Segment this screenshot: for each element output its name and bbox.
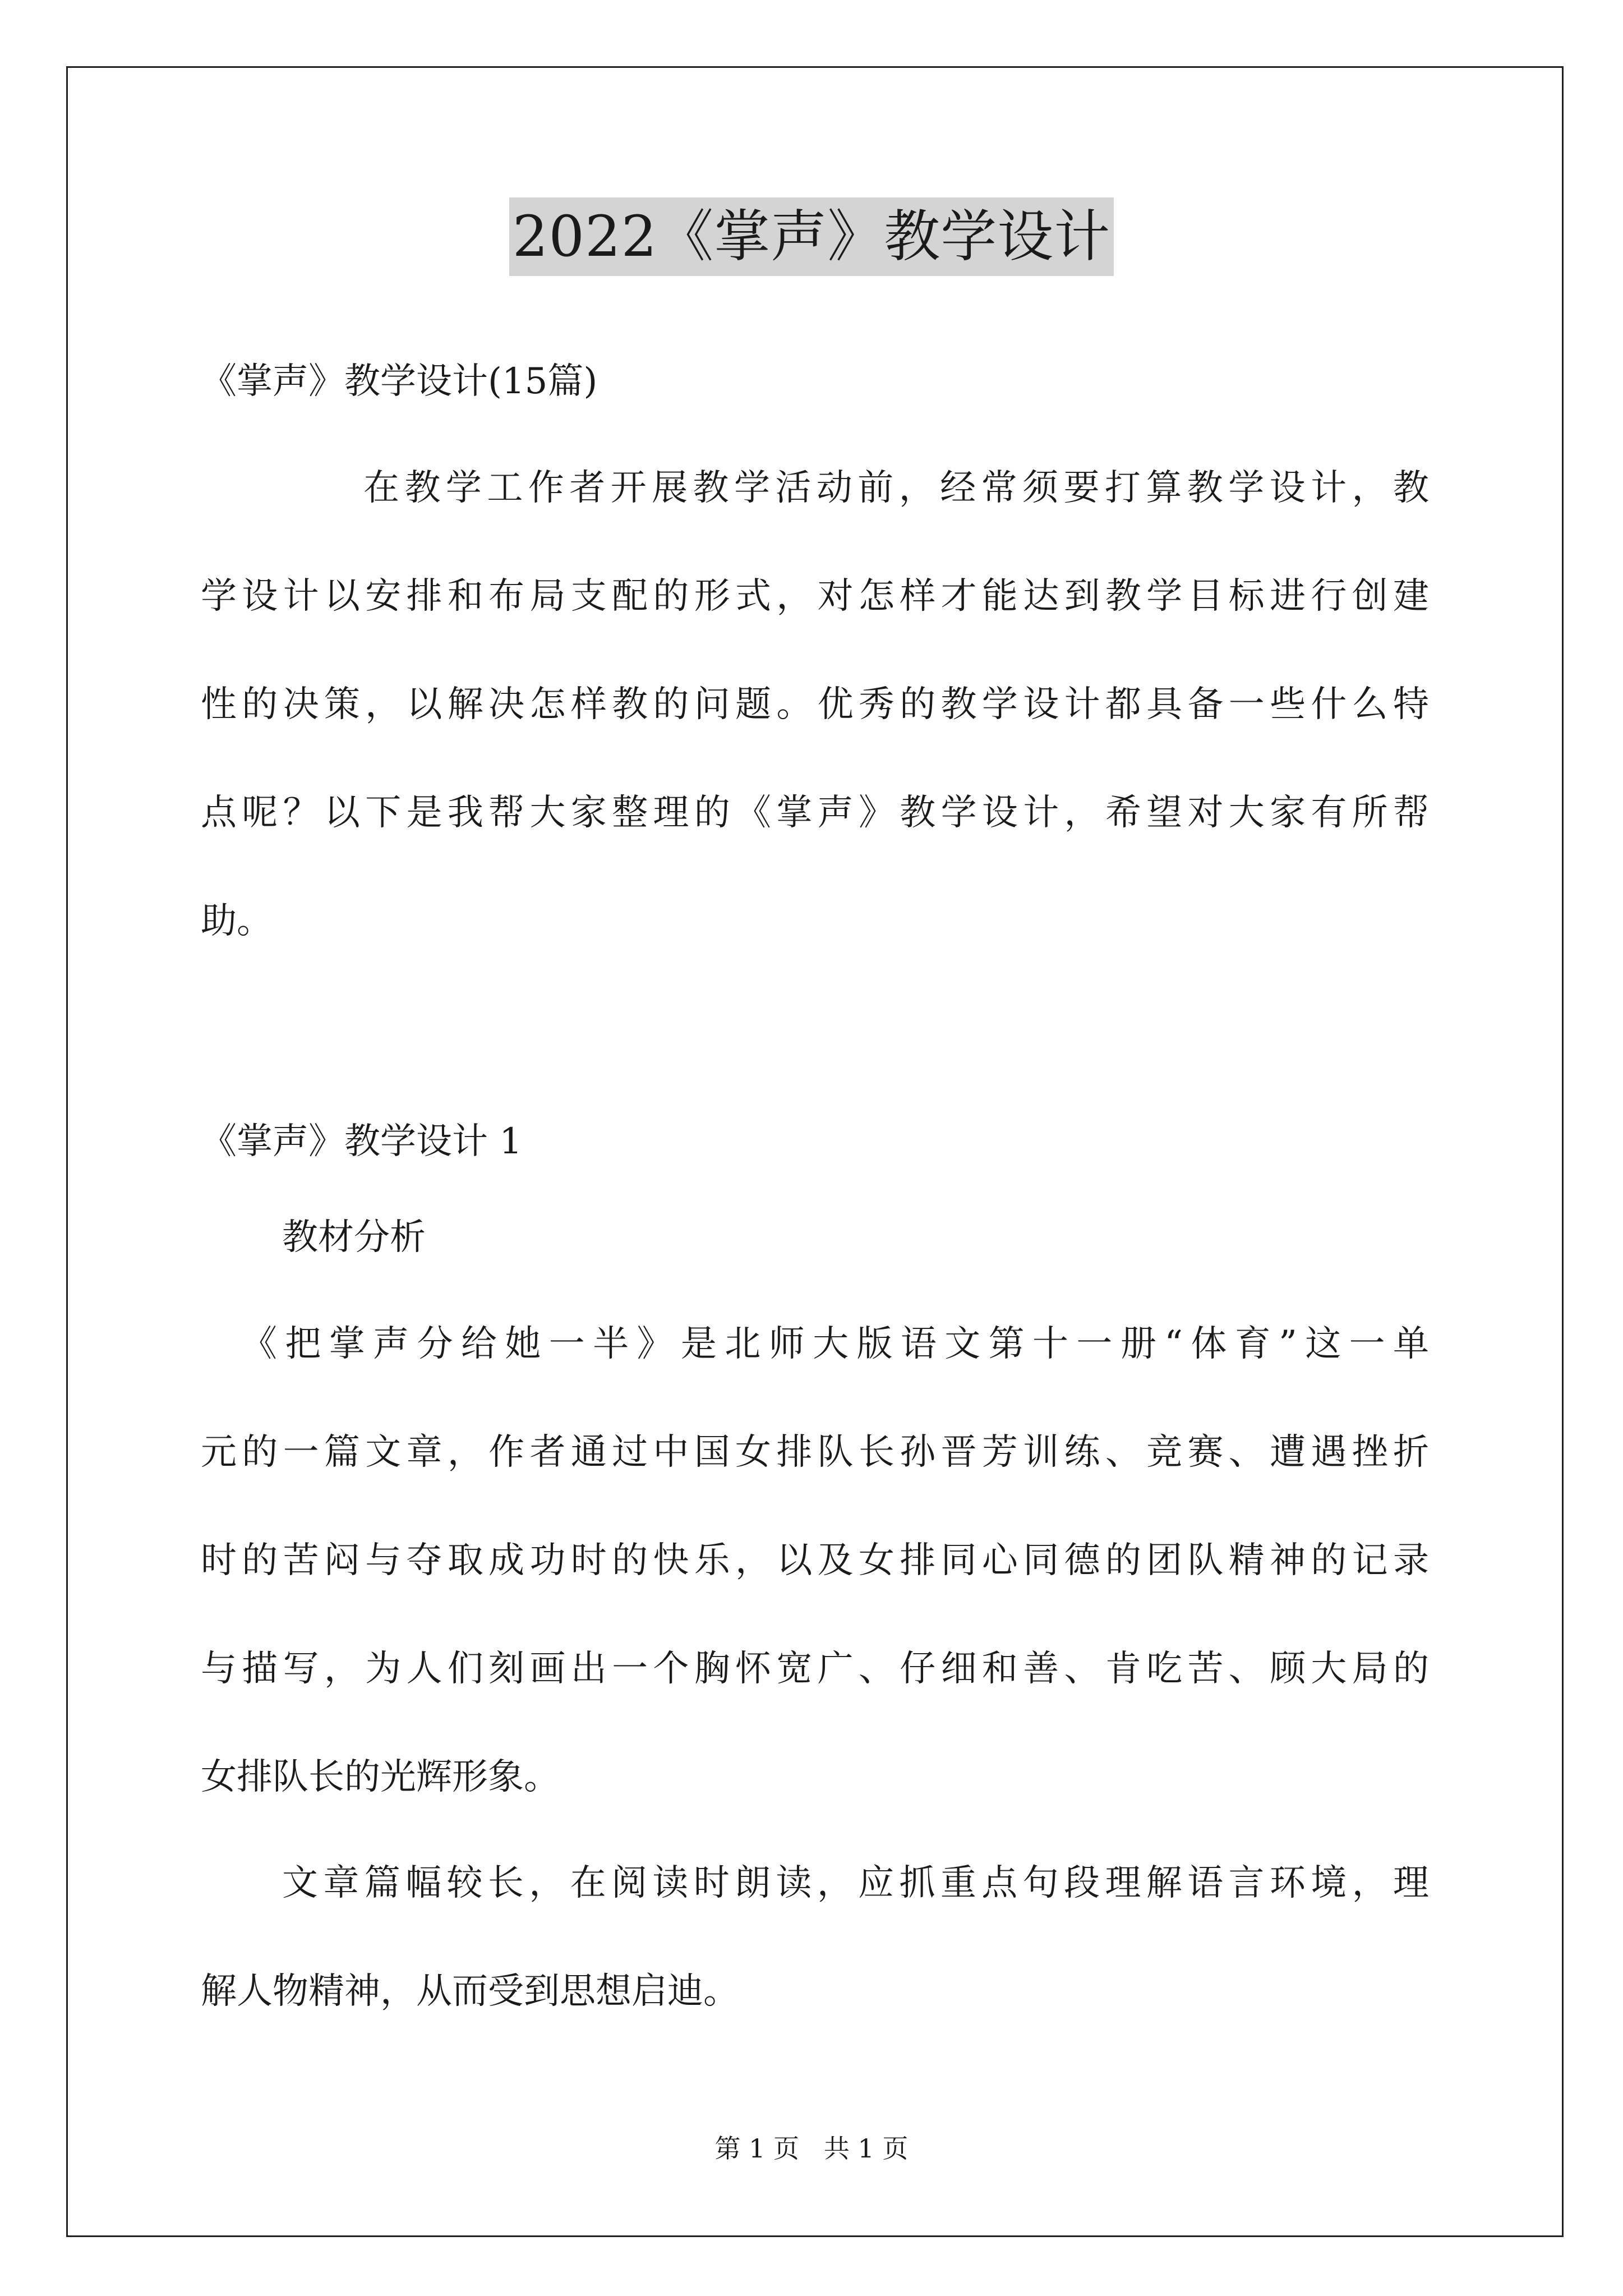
intro-line: 助。 (201, 900, 273, 942)
intro-line: 点呢？以下是我帮大家整理的《掌声》教学设计，希望对大家有所帮 (201, 792, 1429, 834)
intro-line: 在教学工作者开展教学活动前，经常须要打算教学设计，教 (363, 467, 1429, 509)
intro-line: 性的决策，以解决怎样教的问题。优秀的教学设计都具备一些什么特 (201, 684, 1429, 725)
paragraph-line: 与描写，为人们刻画出一个胸怀宽广、仔细和善、肯吃苦、顾大局的 (201, 1648, 1429, 1690)
paragraph-line: 文章篇幅较长，在阅读时朗读，应抓重点句段理解语言环境，理 (282, 1862, 1429, 1904)
title-container (0, 197, 1623, 276)
paragraph-line: 元的一篇文章，作者通过中国女排队长孙晋芳训练、竞赛、遭遇挫折 (201, 1432, 1429, 1473)
document-title: 2022《掌声》教学设计 (509, 197, 1114, 276)
section-heading: 《掌声》教学设计 1 (201, 1121, 523, 1162)
section-subheading: 教材分析 (282, 1217, 426, 1258)
paragraph-line: 时的苦闷与夺取成功时的快乐，以及女排同心同德的团队精神的记录 (201, 1540, 1429, 1581)
paragraph-line: 解人物精神，从而受到思想启迪。 (201, 1971, 739, 2012)
paragraph-line: 女排队长的光辉形象。 (201, 1756, 560, 1798)
page-footer: 第 1 页 共 1 页 (714, 2133, 909, 2164)
intro-line: 学设计以安排和布局支配的形式，对怎样才能达到教学目标进行创建 (201, 576, 1429, 617)
paragraph-line: 《把掌声分给她一半》是北师大版语文第十一册“体育”这一单 (241, 1323, 1429, 1365)
subtitle: 《掌声》教学设计(15篇) (201, 361, 598, 402)
